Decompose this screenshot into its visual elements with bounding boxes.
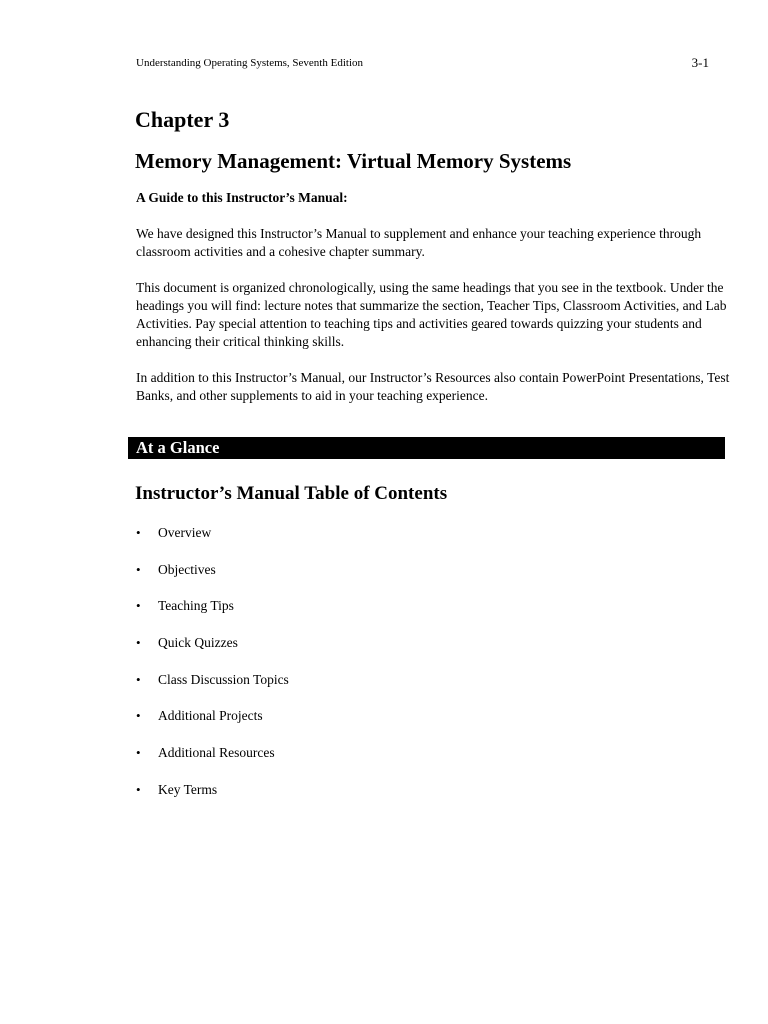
bullet-icon: • [136, 745, 141, 761]
chapter-label: Chapter 3 [135, 107, 230, 132]
bullet-icon: • [136, 598, 141, 614]
bullet-icon: • [136, 708, 141, 724]
bullet-icon: • [136, 635, 141, 651]
bullet-icon: • [136, 561, 141, 577]
toc-item-label: Key Terms [158, 781, 218, 797]
toc-item-label: Overview [158, 525, 212, 540]
bullet-icon: • [136, 671, 141, 687]
toc-item-label: Class Discussion Topics [158, 671, 289, 687]
toc-item-label: Quick Quizzes [158, 635, 238, 651]
guide-heading: A Guide to this Instructor’s Manual: [136, 190, 348, 205]
page-number: 3-1 [691, 55, 709, 70]
toc-item-label: Objectives [158, 561, 216, 577]
at-a-glance-banner [128, 437, 725, 459]
intro-paragraph-3: In addition to this Instructor’s Manual, our Instructor’s Resources also contain PowerPoint Presentations, Test Banks, and other supplements to aid in your teaching experience. [136, 370, 730, 403]
bullet-icon: • [136, 525, 141, 540]
toc-item-label: Additional Projects [158, 708, 263, 724]
at-a-glance-label: At a Glance [136, 438, 220, 457]
bullet-icon: • [136, 781, 141, 797]
chapter-title: Memory Management: Virtual Memory Systems [135, 149, 572, 173]
intro-paragraph-1: We have designed this Instructor’s Manual to supplement and enhance your teaching experience through classroom activities and a cohesive chapter summary. [136, 226, 702, 259]
running-header: Understanding Operating Systems, Seventh Edition [136, 57, 363, 69]
toc-heading: Instructor’s Manual Table of Contents [135, 483, 448, 504]
toc-item-label: Additional Resources [158, 745, 275, 761]
toc-item-label: Teaching Tips [158, 598, 234, 614]
intro-paragraph-2: This document is organized chronologically, using the same headings that you see in the textbook. Under the headings you will find: lecture notes that summarize the section, Teacher Tips, Classroom Activities, and Lab Activities. Pay special attention to teaching tips and activities geared towards quizzing your students and enhancing their critical thinking skills. [136, 280, 727, 349]
